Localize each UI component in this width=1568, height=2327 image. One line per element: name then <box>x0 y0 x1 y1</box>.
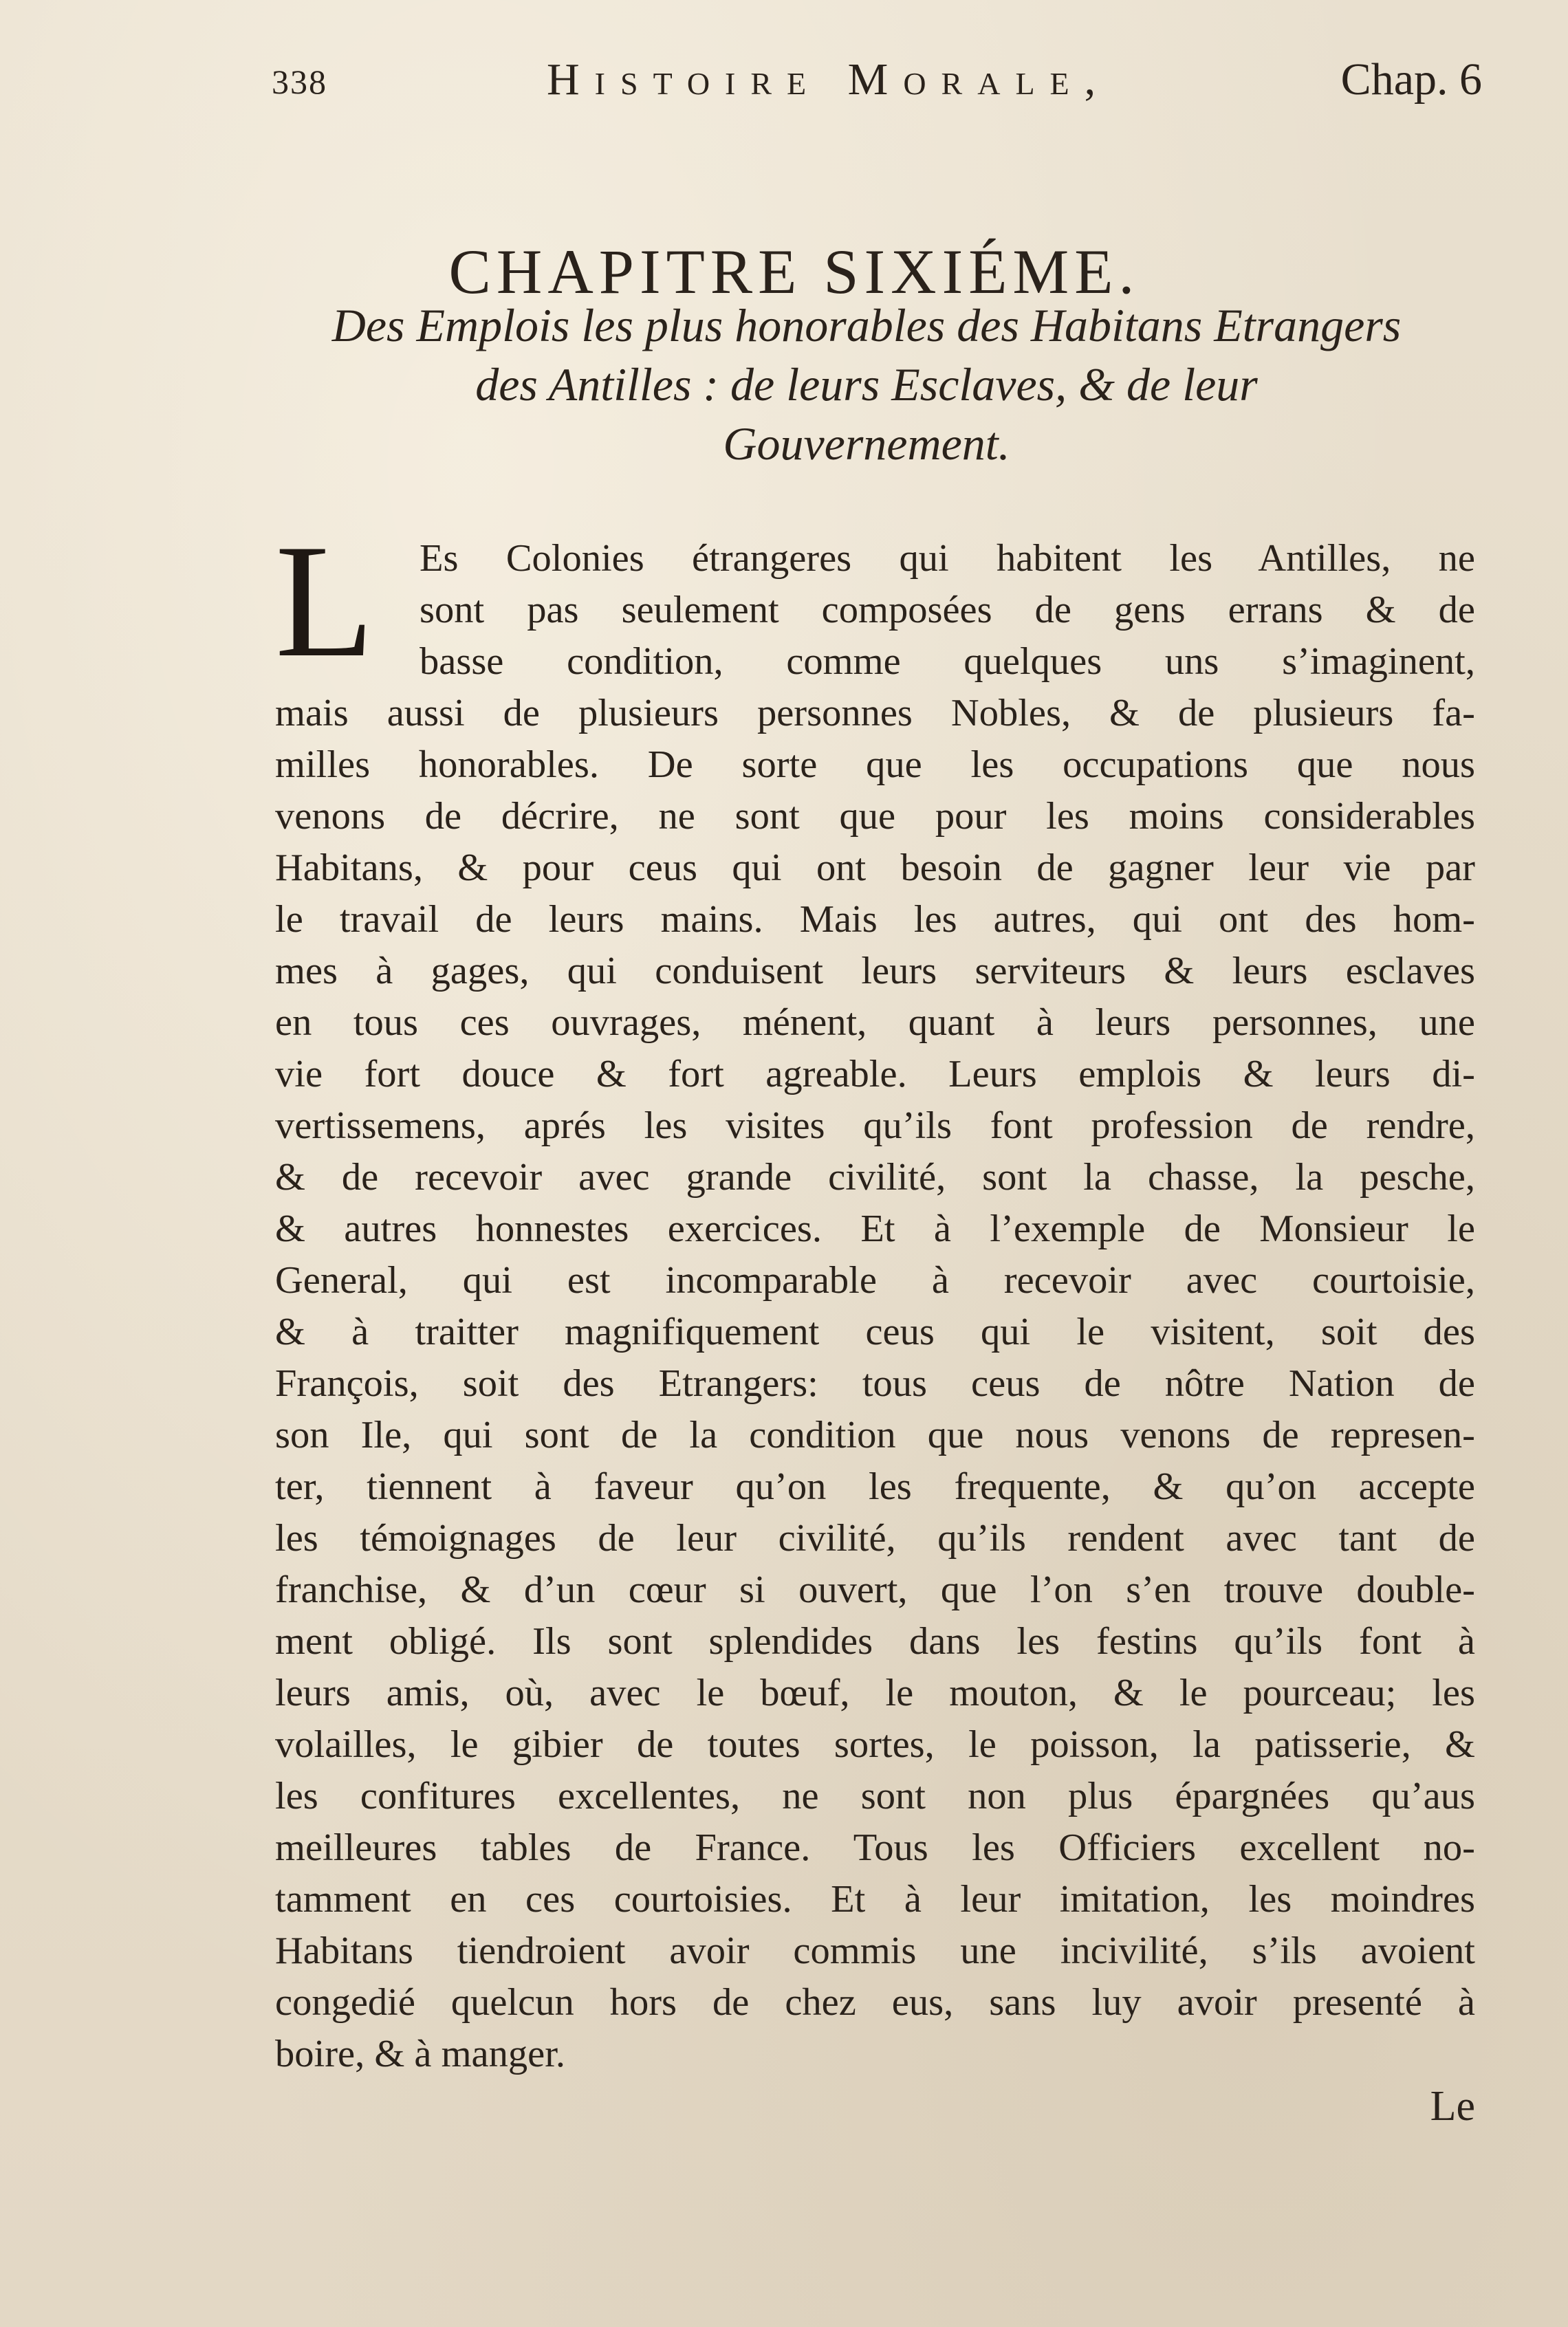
chapter-reference: Chap. 6 <box>1340 54 1482 105</box>
subtitle-line: Des Emplois les plus honorables des Habitans Etrangers <box>331 299 1402 351</box>
text-line: & à traitter magnifiquement ceus qui le visitent, soit des <box>275 1311 1475 1353</box>
text-line: ter, tiennent à faveur qu’on les frequente, & qu’on accepte <box>275 1465 1475 1508</box>
text-line: basse condition, comme quelques uns s’imaginent, <box>420 640 1475 683</box>
body-text <box>275 512 1475 2080</box>
text-line: vertissemens, aprés les visites qu’ils font profession de rendre, <box>275 1104 1475 1147</box>
text-line: leurs amis, où, avec le bœuf, le mouton, & le pourceau; les <box>275 1672 1475 1714</box>
subtitle-line: Gouvernement. <box>723 417 1010 470</box>
text-line: milles honorables. De sorte que les occupations que nous <box>275 743 1475 786</box>
text-line: meilleures tables de France. Tous les Officiers excellent no- <box>275 1826 1475 1869</box>
chapter-subtitle <box>275 296 1458 473</box>
text-line: & de recevoir avec grande civilité, sont la chasse, la pesche, <box>275 1156 1475 1199</box>
running-header <box>272 54 1482 116</box>
text-line: son Ile, qui sont de la condition que nous venons de represen- <box>275 1414 1475 1456</box>
running-title: Histoire Morale, <box>547 54 1111 105</box>
text-line: ment obligé. Ils sont splendides dans les festins qu’ils font à <box>275 1620 1475 1663</box>
text-line: les témoignages de leur civilité, qu’ils rendent avec tant de <box>275 1517 1475 1560</box>
text-line: & autres honnestes exercices. Et à l’exemple de Monsieur le <box>275 1208 1475 1250</box>
text-line: les confitures excellentes, ne sont non plus épargnées qu’aus <box>275 1775 1475 1817</box>
text-line: tamment en ces courtoisies. Et à leur imitation, les moindres <box>275 1878 1475 1921</box>
page-number: 338 <box>272 63 327 101</box>
text-line: Es Colonies étrangeres qui habitent les Antilles, ne <box>420 537 1475 580</box>
text-line: vie fort douce & fort agreable. Leurs emplois & leurs di- <box>275 1053 1475 1095</box>
chapter-title: CHAPITRE SIXIÉME. <box>448 236 1140 307</box>
text-line: en tous ces ouvrages, ménent, quant à leurs personnes, une <box>275 1001 1475 1044</box>
text-line: congedié quelcun hors de chez eus, sans luy avoir presenté à <box>275 1981 1475 2024</box>
text-line: boire, & à manger. <box>275 2033 566 2075</box>
text-line: venons de décrire, ne sont que pour les moins considerables <box>275 795 1475 838</box>
text-line: volailles, le gibier de toutes sortes, le poisson, la patisserie, & <box>275 1723 1475 1766</box>
text-line: François, soit des Etrangers: tous ceus de nôtre Nation de <box>275 1362 1475 1405</box>
text-line: Habitans, & pour ceus qui ont besoin de gagner leur vie par <box>275 846 1475 889</box>
drop-cap: L <box>275 512 375 691</box>
text-line: General, qui est incomparable à recevoir avec courtoisie, <box>275 1259 1475 1302</box>
text-line: mes à gages, qui conduisent leurs serviteurs & leurs esclaves <box>275 950 1475 992</box>
subtitle-line: des Antilles : de leurs Esclaves, & de leur <box>475 358 1258 411</box>
text-line: le travail de leurs mains. Mais les autres, qui ont des hom- <box>275 898 1475 941</box>
text-line: franchise, & d’un cœur si ouvert, que l’on s’en trouve double- <box>275 1569 1475 1611</box>
text-line: sont pas seulement composées de gens errans & de <box>420 589 1475 631</box>
text-line: Habitans tiendroient avoir commis une incivilité, s’ils avoient <box>275 1930 1475 1972</box>
catchword: Le <box>1430 2083 1475 2130</box>
text-line: mais aussi de plusieurs personnes Nobles, & de plusieurs fa- <box>275 692 1475 734</box>
